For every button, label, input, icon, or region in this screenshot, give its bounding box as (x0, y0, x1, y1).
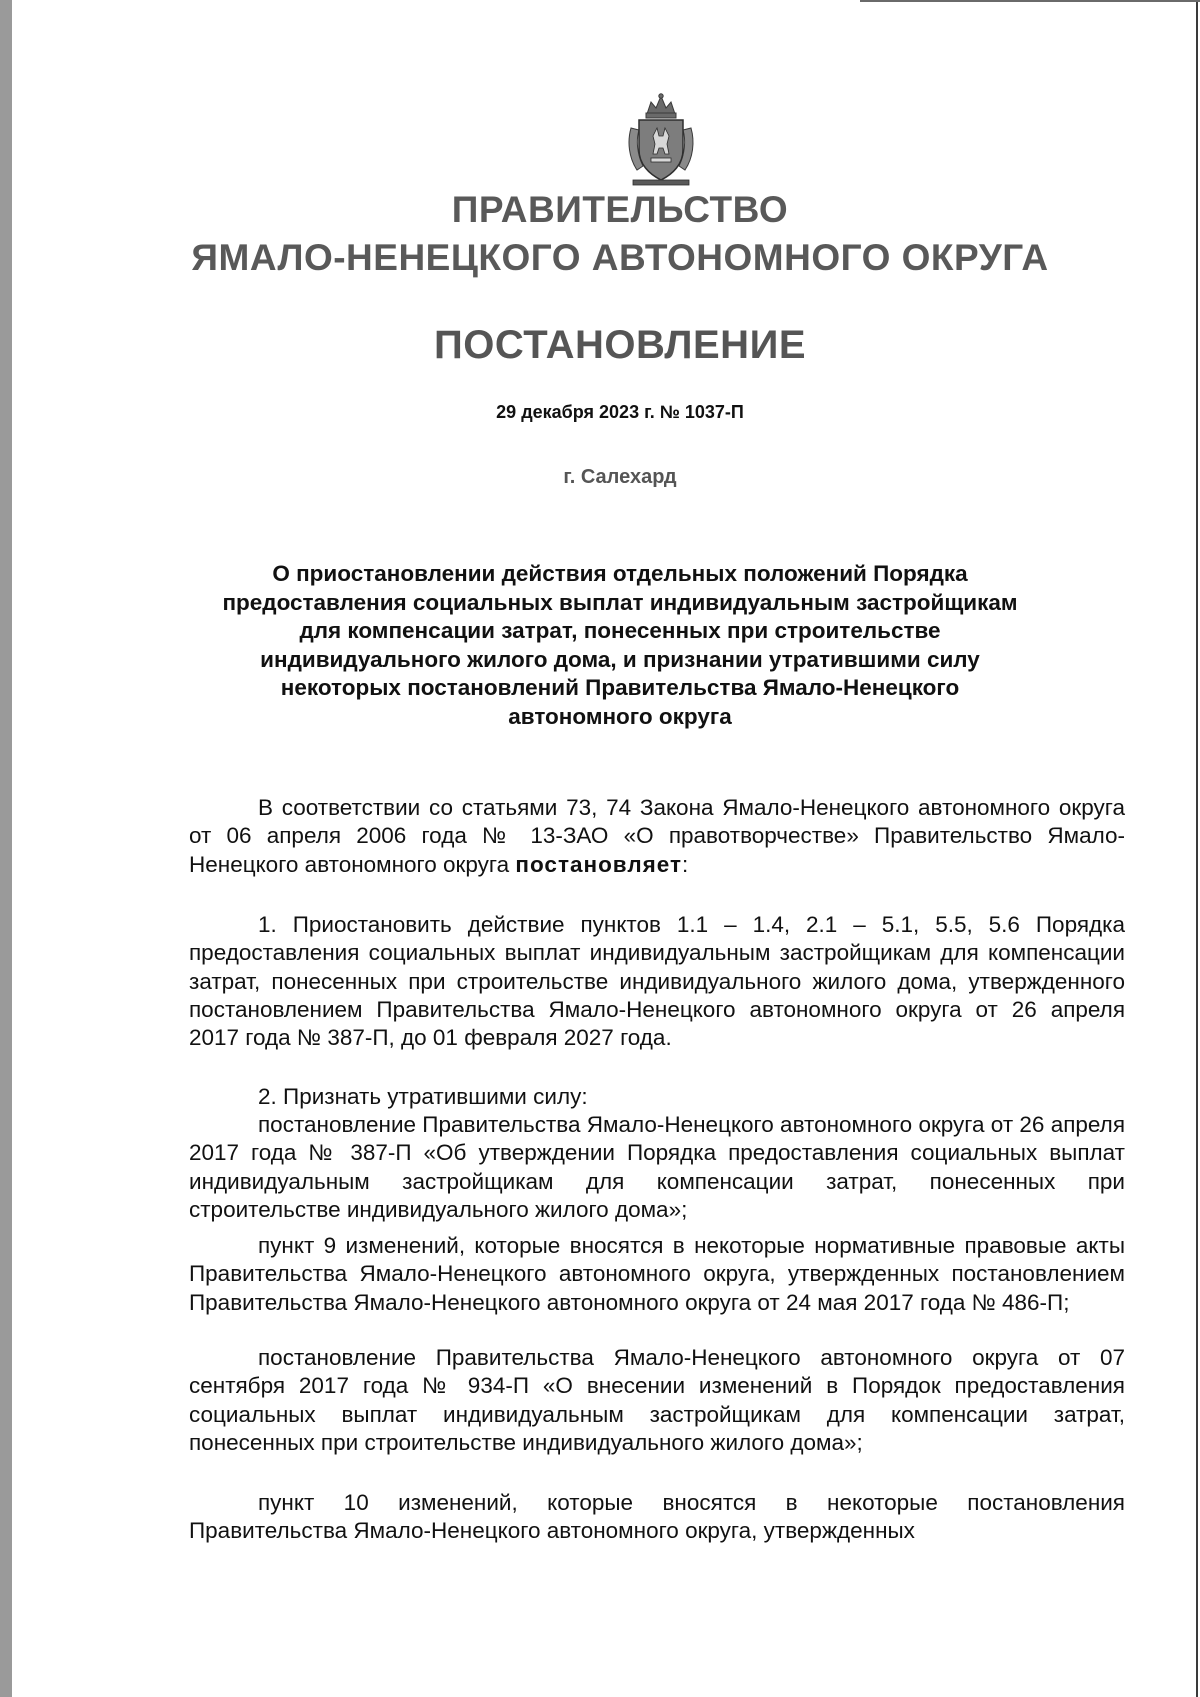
scan-edge-left (0, 0, 12, 1697)
preamble-text: В соответствии со статьями 73, 74 Закона Ямало-Ненецкого автономного округа от 06 апреля 2006 года № 13-ЗАО «О правотворчестве» Правительство Ямало-Ненецкого автономного округа (189, 795, 1125, 877)
decree-type-heading: ПОСТАНОВЛЕНИЕ (433, 323, 806, 367)
clause-2-heading: 2. Признать утратившими силу: (258, 1084, 588, 1109)
document-title (190, 560, 1050, 731)
repealed-act-item: пункт 10 изменений, которые вносятся в некоторые постановления Правительства Ямало-Ненецкого автономного округа, утвержденных (189, 1490, 1125, 1544)
decree-city: г. Салехард (563, 466, 677, 488)
document-title-line: автономного округа (508, 703, 732, 729)
repealed-act-item: постановление Правительства Ямало-Ненецкого автономного округа от 07 сентября 2017 года № 934-П «О внесении изменений в Порядок предоставления социальных выплат индивидуальным застройщикам для компенсации затрат, понесенных при строительстве индивидуального жилого дома»; (189, 1345, 1125, 1455)
coat-of-arms-icon (623, 92, 699, 188)
document-title-line: индивидуального жилого дома, и признании утратившими силу (260, 646, 980, 672)
repealed-act-item: пункт 9 изменений, которые вносятся в некоторые нормативные правовые акты Правительства Ямало-Ненецкого автономного округа, утвержденных постановлением Правительства Ямало-Ненецкого автономного округа от 24 мая 2017 года № 486-П; (189, 1233, 1125, 1315)
document-title-line: для компенсации затрат, понесенных при строительстве (299, 618, 941, 643)
scan-edge-right (1196, 0, 1198, 1697)
preamble-paragraph (189, 794, 1125, 879)
repealed-act-item: постановление Правительства Ямало-Ненецкого автономного округа от 26 апреля 2017 года № 387-П «Об утверждении Порядка предоставления социальных выплат индивидуальным застройщикам для компенсации затрат, понесенных при строительстве индивидуального жилого дома»; (189, 1112, 1125, 1222)
document-title-line: О приостановлении действия отдельных положений Порядка (272, 561, 968, 586)
resolution-verb: постановляет (515, 851, 683, 877)
document-title-line: некоторых постановлений Правительства Ямало-Ненецкого (280, 675, 960, 700)
clause-1-paragraph: 1. Приостановить действие пунктов 1.1 – 1.4, 2.1 – 5.1, 5.5, 5.6 Порядка предоставления социальных выплат индивидуальным застройщикам для компенсации затрат, понесенных при строительстве индивидуального жилого дома, утвержденного постановлением Правительства Ямало-Ненецкого автономного округа от 26 апреля 2017 года № 387-П, до 01 февраля 2027 года. (189, 912, 1125, 1051)
government-name-line-1: ПРАВИТЕЛЬСТВО (451, 189, 789, 230)
preamble-colon: : (682, 851, 689, 877)
decree-date-number: 29 декабря 2023 г. № 1037-П (496, 402, 744, 422)
government-name-line-2: ЯМАЛО-НЕНЕЦКОГО АВТОНОМНОГО ОКРУГА (191, 237, 1049, 278)
scan-edge-top (860, 0, 1200, 2)
document-title-line: предоставления социальных выплат индивидуальным застройщикам (222, 589, 1018, 615)
